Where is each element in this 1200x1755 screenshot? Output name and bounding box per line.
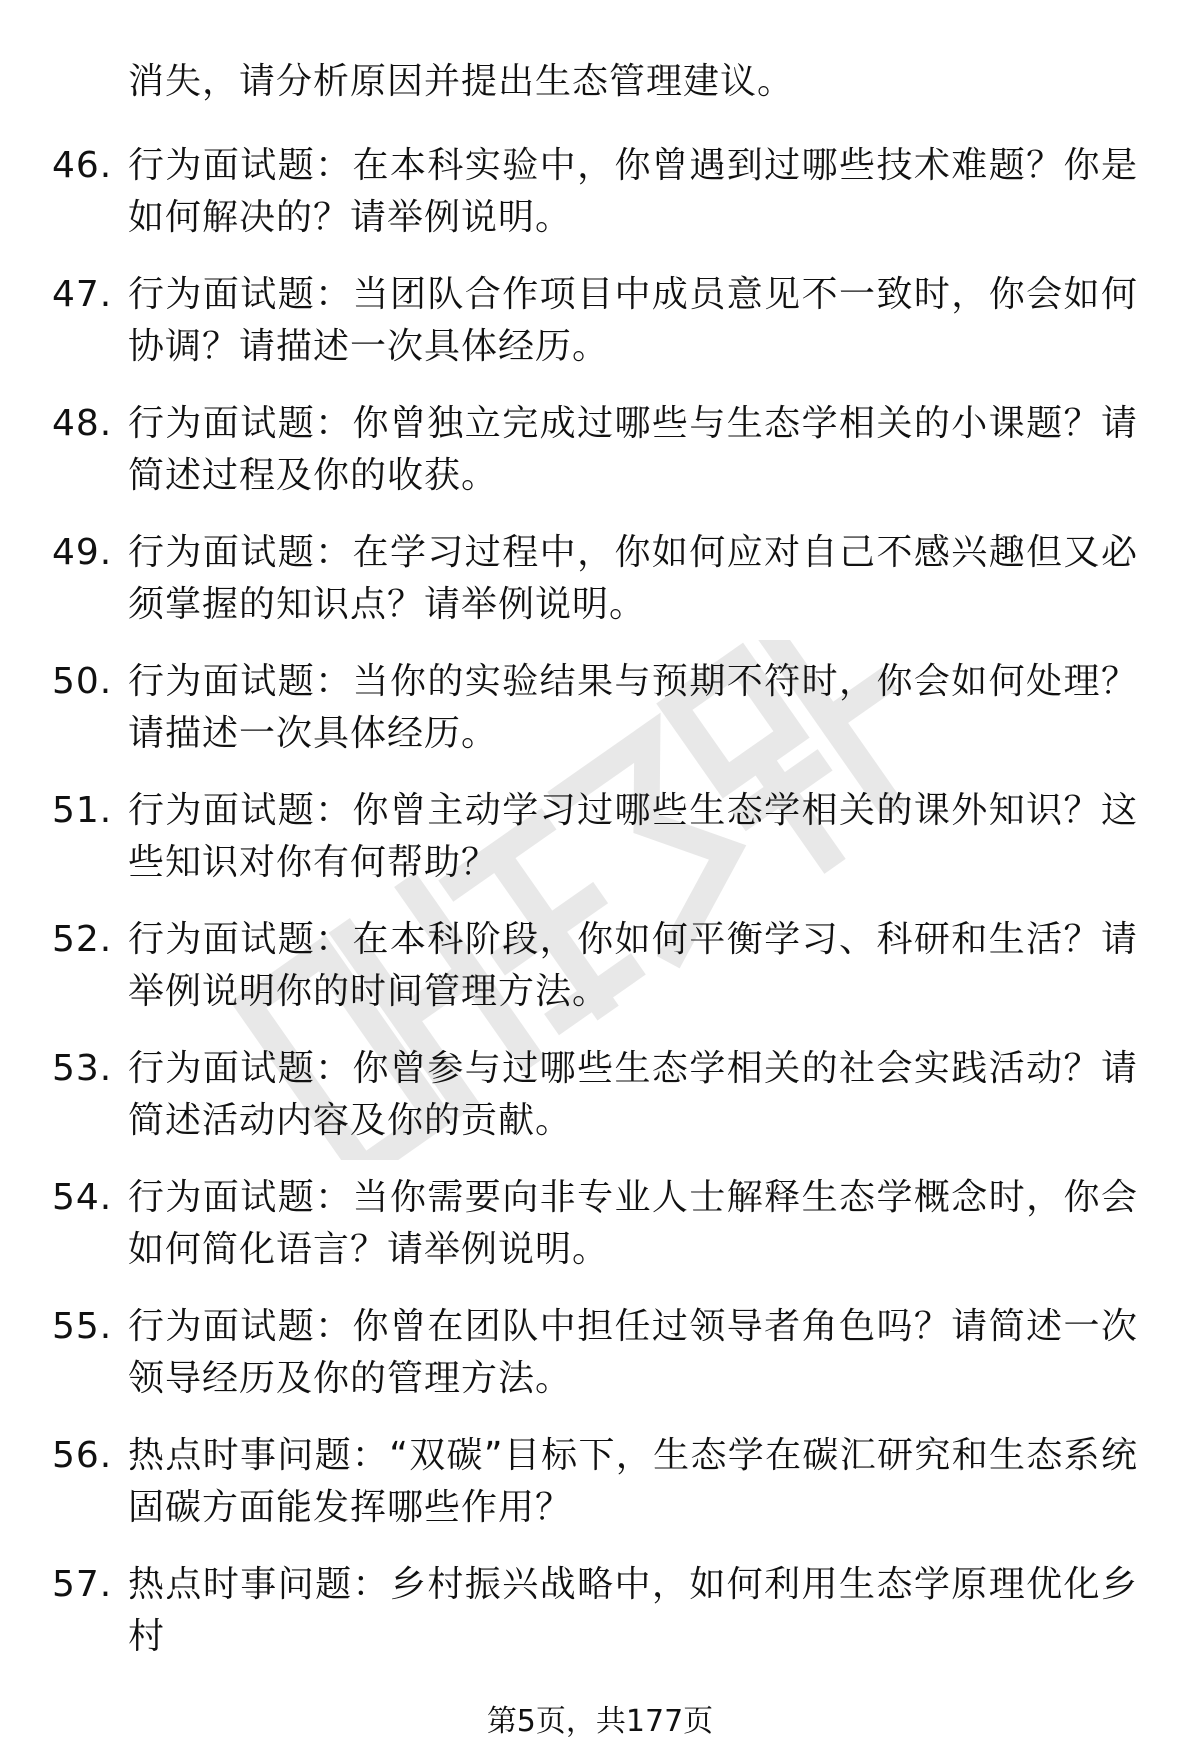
question-text: 行为面试题：你曾独立完成过哪些与生态学相关的小课题？请简述过程及你的收获。 (128, 403, 1138, 496)
question-number: 50. (52, 661, 113, 702)
question-number: 55. (52, 1306, 113, 1347)
question-item (0, 914, 1200, 1043)
question-text: 行为面试题：当你的实验结果与预期不符时，你会如何处理？请描述一次具体经历。 (128, 661, 1138, 754)
question-item (0, 140, 1200, 269)
question-item (0, 1043, 1200, 1172)
question-number: 51. (52, 790, 113, 831)
question-text: 行为面试题：在学习过程中，你如何应对自己不感兴趣但又必须掌握的知识点？请举例说明。 (128, 532, 1138, 625)
question-text: 行为面试题：你曾主动学习过哪些生态学相关的课外知识？这些知识对你有何帮助？ (128, 790, 1138, 883)
question-text: 热点时事问题：乡村振兴战略中，如何利用生态学原理优化乡村 (128, 1564, 1138, 1657)
question-list (0, 140, 1200, 1688)
question-text: 行为面试题：当团队合作项目中成员意见不一致时，你会如何协调？请描述一次具体经历。 (128, 274, 1138, 367)
question-text: 行为面试题：当你需要向非专业人士解释生态学概念时，你会如何简化语言？请举例说明。 (128, 1177, 1138, 1270)
question-number: 53. (52, 1048, 113, 1089)
question-item (0, 269, 1200, 398)
question-number: 49. (52, 532, 113, 573)
question-text: 行为面试题：在本科阶段，你如何平衡学习、科研和生活？请举例说明你的时间管理方法。 (128, 919, 1138, 1012)
question-item (0, 656, 1200, 785)
question-text: 行为面试题：你曾参与过哪些生态学相关的社会实践活动？请简述活动内容及你的贡献。 (128, 1048, 1138, 1141)
continued-paragraph: 消失，请分析原因并提出生态管理建议。 (128, 61, 795, 102)
question-item (0, 785, 1200, 914)
question-text: 行为面试题：在本科实验中，你曾遇到过哪些技术难题？你是如何解决的？请举例说明。 (128, 145, 1138, 238)
question-item (0, 398, 1200, 527)
question-number: 54. (52, 1177, 113, 1218)
question-number: 47. (52, 274, 113, 315)
page-footer: 第5页，共177页 (486, 1704, 714, 1739)
question-number: 48. (52, 403, 113, 444)
question-item (0, 1430, 1200, 1559)
question-number: 46. (52, 145, 113, 186)
question-item (0, 1172, 1200, 1301)
question-item (0, 1559, 1200, 1688)
question-text: 行为面试题：你曾在团队中担任过领导者角色吗？请简述一次领导经历及你的管理方法。 (128, 1306, 1138, 1399)
question-number: 57. (52, 1564, 113, 1605)
question-item (0, 527, 1200, 656)
question-number: 56. (52, 1435, 113, 1476)
question-number: 52. (52, 919, 113, 960)
question-text: 热点时事问题：“双碳”目标下，生态学在碳汇研究和生态系统固碳方面能发挥哪些作用？ (128, 1435, 1138, 1528)
question-item (0, 1301, 1200, 1430)
